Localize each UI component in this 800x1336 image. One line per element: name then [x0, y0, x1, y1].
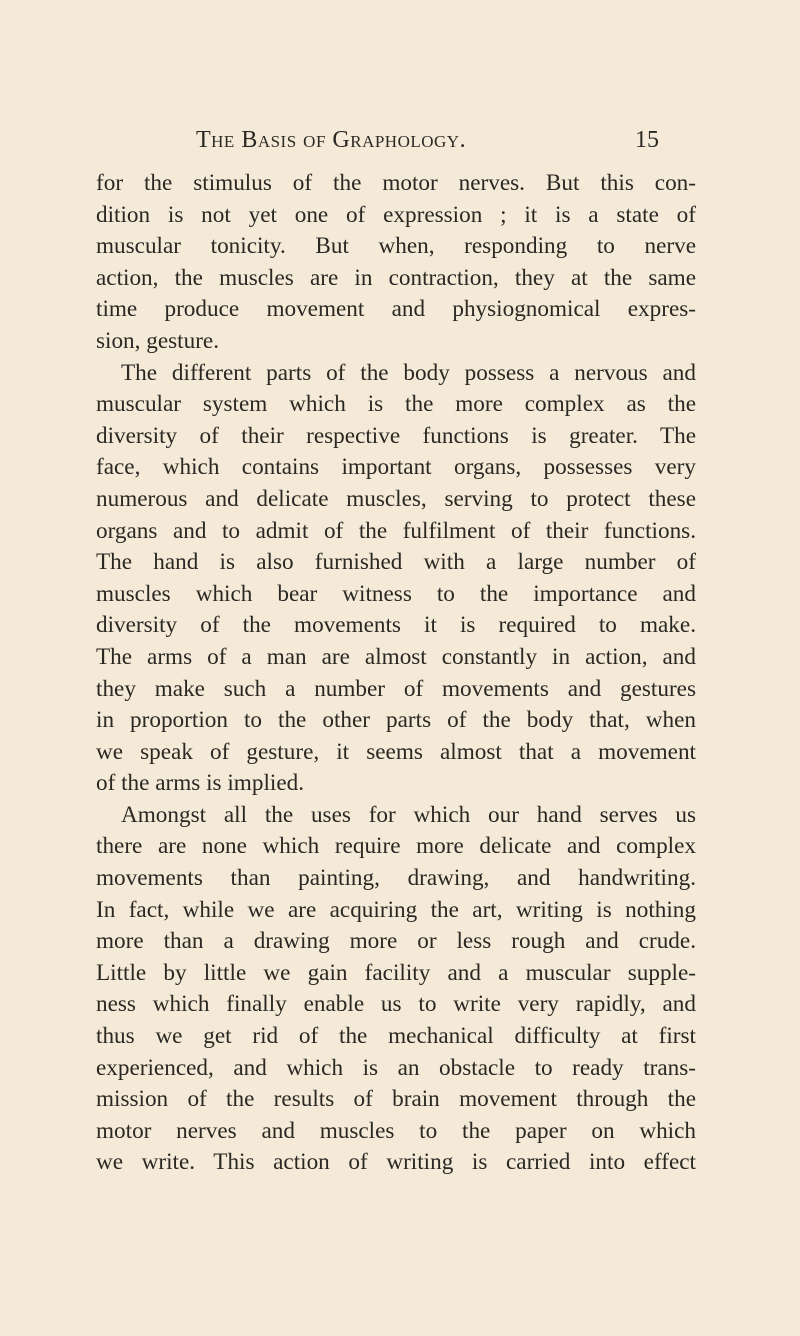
- text-line: time produce movement and physiognomical expres-: [96, 296, 696, 323]
- text-line: of the arms is implied.: [96, 770, 305, 797]
- text-line: diversity of their respective functions is greater. The: [96, 422, 696, 449]
- text-line: more than a drawing more or less rough and crude.: [96, 928, 696, 955]
- text-line: they make such a number of movements and gestures: [96, 675, 696, 702]
- running-head: [0, 127, 800, 161]
- body-text: [96, 168, 696, 1179]
- page-number: 15: [635, 127, 659, 153]
- text-line: there are none which require more delicate and complex: [96, 833, 696, 860]
- text-line: muscular tonicity. But when, responding to nerve: [96, 233, 696, 260]
- text-line: motor nerves and muscles to the paper on which: [96, 1117, 696, 1144]
- running-head-title: The Basis of Graphology.: [196, 127, 467, 153]
- text-line: The different parts of the body possess a nervous and: [121, 359, 696, 386]
- text-line: dition is not yet one of expression ; it is a state of: [96, 201, 696, 228]
- text-line: diversity of the movements it is required to make.: [96, 612, 696, 639]
- text-line: muscular system which is the more complex as the: [96, 391, 696, 418]
- text-line: action, the muscles are in contraction, they at the same: [96, 264, 696, 291]
- text-line: thus we get rid of the mechanical difficulty at first: [96, 1023, 696, 1050]
- text-line: The arms of a man are almost constantly in action, and: [96, 643, 696, 670]
- text-line: in proportion to the other parts of the body that, when: [96, 707, 696, 734]
- text-line: experienced, and which is an obstacle to ready trans-: [96, 1054, 696, 1081]
- text-line: we speak of gesture, it seems almost that a movement: [96, 738, 696, 765]
- text-line: sion, gesture.: [96, 327, 220, 354]
- text-line: Amongst all the uses for which our hand serves us: [121, 801, 696, 828]
- text-line: The hand is also furnished with a large number of: [96, 549, 696, 576]
- text-line: mission of the results of brain movement through the: [96, 1086, 696, 1113]
- text-line: ness which finally enable us to write very rapidly, and: [96, 991, 696, 1018]
- text-line: we write. This action of writing is carried into effect: [96, 1149, 696, 1176]
- text-line: organs and to admit of the fulfilment of their functions.: [96, 517, 696, 544]
- text-line: numerous and delicate muscles, serving to protect these: [96, 485, 696, 512]
- text-line: movements than painting, drawing, and handwriting.: [96, 865, 696, 892]
- text-line: In fact, while we are acquiring the art, writing is nothing: [96, 896, 696, 923]
- text-line: for the stimulus of the motor nerves. But this con-: [96, 170, 696, 196]
- text-line: Little by little we gain facility and a muscular supple-: [96, 959, 696, 986]
- text-line: face, which contains important organs, possesses very: [96, 454, 696, 481]
- text-line: muscles which bear witness to the importance and: [96, 580, 696, 607]
